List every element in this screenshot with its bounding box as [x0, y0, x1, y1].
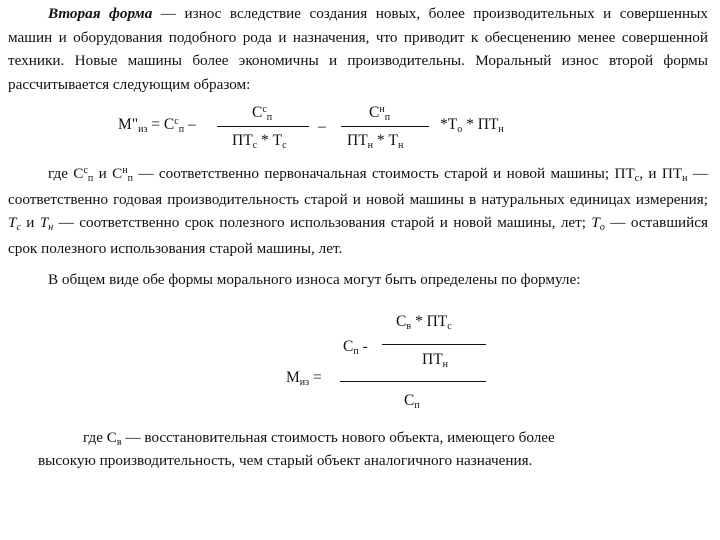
- paragraph-second-form: [8, 2, 708, 96]
- formula1-fraction-bar-2: [341, 126, 429, 127]
- formula1-minus: –: [318, 118, 326, 135]
- formula2-bottom: Cп: [404, 392, 420, 411]
- formula2-ptn: ПТн: [422, 351, 449, 370]
- term-second-form: Вторая форма: [48, 5, 153, 22]
- formula1-tail: *Tо * ПТн: [440, 116, 504, 135]
- formula1-denominator-2: ПТн * Tн: [347, 132, 404, 151]
- formula2-inner-bar: [382, 344, 486, 345]
- paragraph-second-form-text: — износ вследствие создания новых, более производительных и совершенных машин и оборудования подобного рода и назначения, что приводит к обесценению менее совершенной техники. Новые машины более экономичны и производительны. Моральный износ второй формы рассчитывается следующим образом:: [8, 5, 708, 93]
- formula1-numerator-2: $C^нп$: [369, 104, 391, 123]
- paragraph-legend-1: где $C^сп$ и $C^нп$ — соответственно первоначальная стоимость старой и новой машины; ПТс, и ПТн — соответственно годовая производительность старой и новой машины в натуральных единицах измерения; Tс и Tн — соответственно срок полезного использования старой и новой машины, лет; Tо — оставшийся срок полезного использования старой машины, лет.: [8, 165, 709, 257]
- legend2-line-1: где Cв — восстановительная стоимость нового объекта, имеющего более: [83, 429, 555, 448]
- formula2-lhs: Mиз =: [286, 369, 322, 388]
- formula2-cp: Cп -: [343, 338, 368, 357]
- formula1-denominator-1: ПТс * Tс: [232, 132, 287, 151]
- formula2-top: Cв * ПТс: [396, 313, 452, 332]
- legend2-line-2: высокую производительность, чем старый объект аналогичного назначения.: [38, 452, 533, 469]
- formula1-fraction-bar-1: [217, 126, 309, 127]
- formula1-numerator-1: $C^сп$: [252, 104, 273, 123]
- formula1-lhs: M"из = $C^сп$ –: [118, 116, 196, 135]
- formula2-main-bar: [340, 381, 486, 382]
- paragraph-general-form: В общем виде обе формы морального износа могут быть определены по формуле:: [48, 271, 581, 288]
